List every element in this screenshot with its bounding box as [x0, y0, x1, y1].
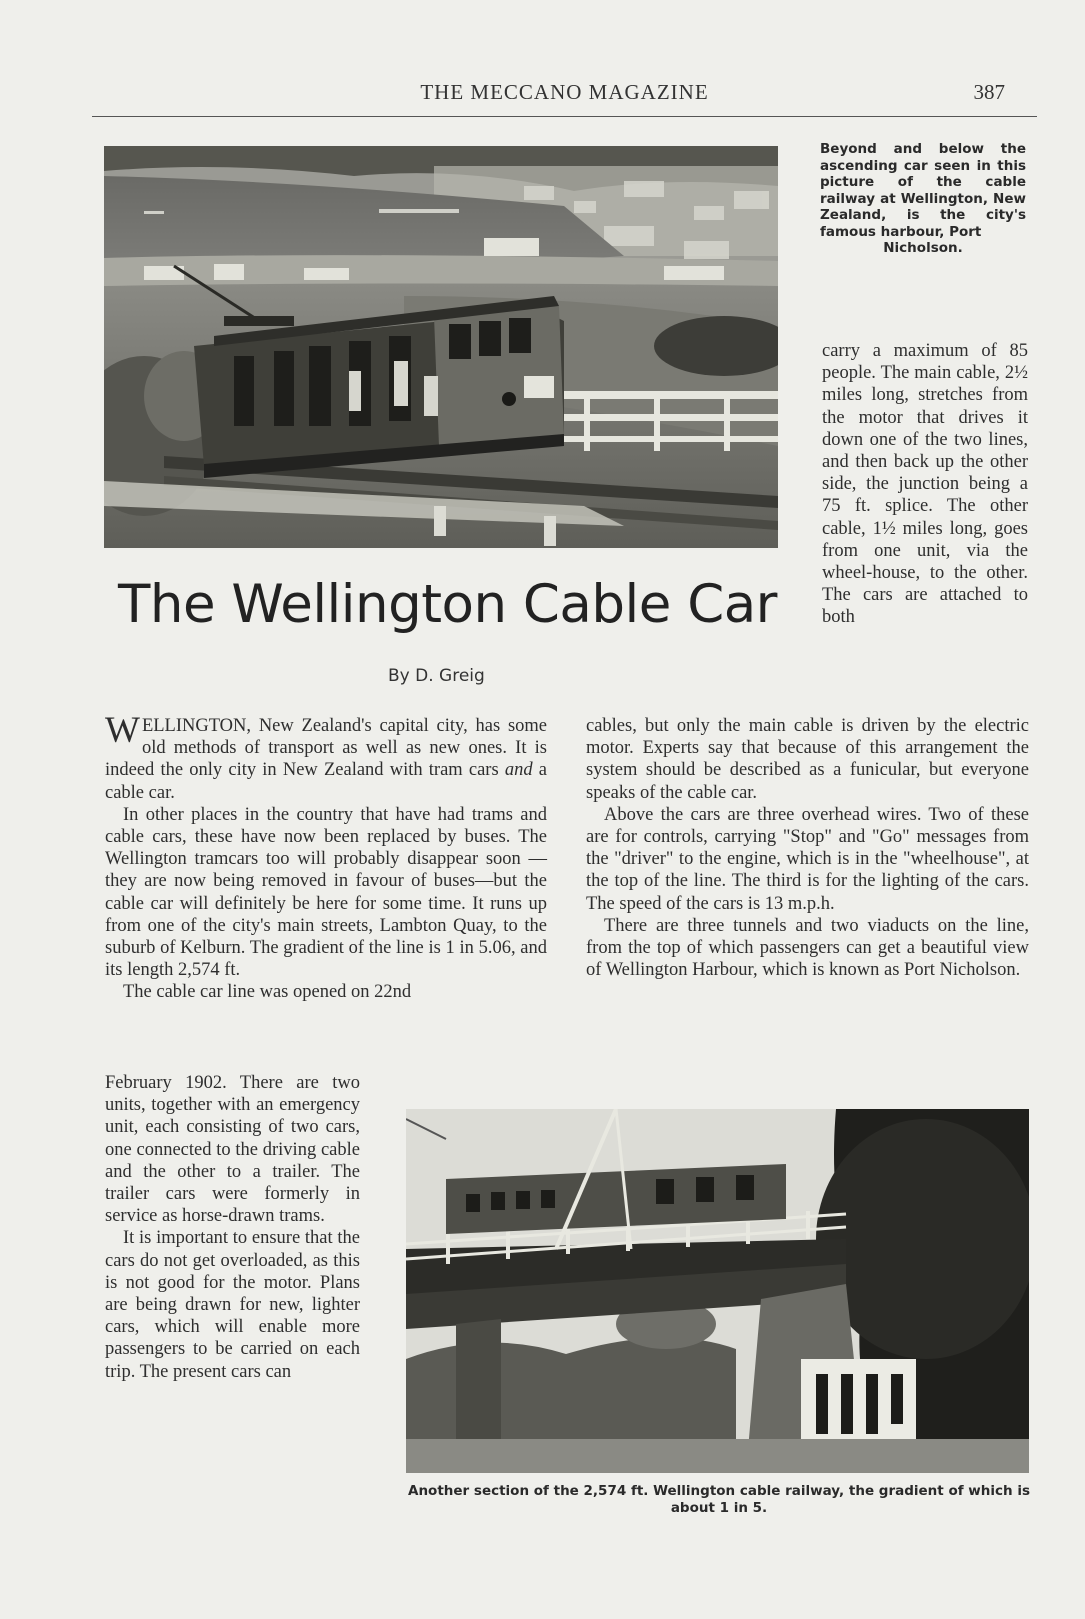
top-photo-caption-last: Nicholson. — [883, 240, 963, 256]
cable-car-harbour-photo — [104, 146, 778, 548]
column-left-narrow — [105, 1072, 360, 1383]
paragraph-intro-text: ELLINGTON, New Zealand's capital city, has some old methods of transport as well as new ones. It is indeed the only city in New Zealand with tram cars — [105, 716, 547, 781]
paragraph-intro — [105, 710, 548, 804]
running-head — [92, 80, 1037, 117]
drop-cap: W — [105, 710, 140, 751]
paragraph-4: It is important to ensure that the cars do not get overloaded, as this is not good for the motor. Plans are being drawn for new, lighter cars, which will enable more passengers to be carried on each trip. The present cars can — [105, 1228, 360, 1382]
paragraph-3-continued: February 1902. There are two units, together with an emergency unit, each consisting of two cars, one connected to the driving cable and the other to a trailer. The trailer cars were formerly in service as horse-drawn trams. — [105, 1073, 360, 1227]
magazine-title: THE MECCANO MAGAZINE — [420, 80, 709, 104]
bottom-photo-caption: Another section of the 2,574 ft. Wellington cable railway, the gradient of which is about 1 in 5. — [408, 1483, 1030, 1516]
top-photo-caption — [820, 141, 1026, 257]
article-title: The Wellington Cable Car — [118, 574, 777, 635]
top-photo-caption-text: Beyond and below the ascending car seen in this picture of the cable railway at Wellington, New Zealand, is the city's famous harbour, Port — [820, 141, 1026, 240]
paragraph-2: In other places in the country that have had trams and cable cars, these have now been replaced by buses. The Wellington tramcars too will probably disappear soon —they are now being removed in favour of buses—but the cable car will definitely be here for some time. It runs up from one of the city's main streets, Lambton Quay, to the suburb of Kelburn. The gradient of the line is 1 in 5.06, and its length 2,574 ft. — [105, 804, 547, 981]
column-right — [586, 715, 1029, 981]
viaduct-photo — [406, 1109, 1029, 1473]
right-top-paragraph: carry a maximum of 85 people. The main cable, 2½ miles long, stretches from the motor that drives it down one of the two lines, and then back up the other side, the junction being a 75 ft. splice. The other cable, 1½ miles long, goes from one unit, via the wheel-house, to the other. The cars are attached to both — [822, 341, 1028, 628]
paragraph-intro-emphasis: and — [504, 760, 533, 781]
page-number: 387 — [973, 80, 1005, 104]
paragraph-intro-end: a cable car. — [105, 760, 548, 803]
paragraph-7: There are three tunnels and two viaducts on the line, from the top of which passengers can get a beautiful view of Wellington Harbour, which is known as Port Nicholson. — [586, 915, 1029, 981]
column-left — [105, 710, 548, 1004]
column-right-top — [822, 340, 1028, 629]
paragraph-6: Above the cars are three overhead wires. Two of these are for controls, carrying "Stop" and "Go" messages from the "driver" to the engine, which is in the "wheelhouse", at the top of the line. The third is for the lighting of the cars. The speed of the cars is 13 m.p.h. — [586, 804, 1029, 914]
byline: By D. Greig — [388, 666, 485, 686]
paragraph-5: cables, but only the main cable is driven by the electric motor. Experts say that because of this arrangement the system should be described as a funicular, but everyone speaks of the cable car. — [586, 716, 1029, 803]
paragraph-3: The cable car line was opened on 22nd — [123, 982, 412, 1003]
